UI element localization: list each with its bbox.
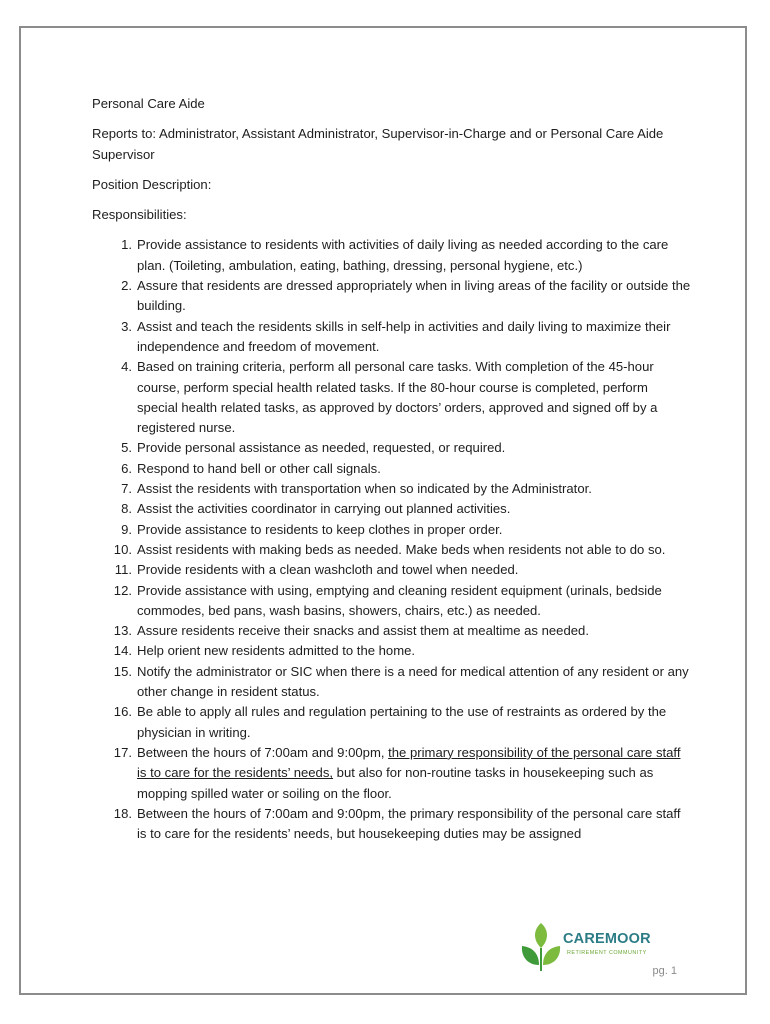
- list-item: 10. Assist residents with making beds as needed. Make beds when residents not able to do so.: [113, 541, 666, 557]
- reports-to: Reports to: Administrator, Assistant Administrator, Supervisor-in-Charge and or Personal Care Aide Supervisor: [92, 126, 664, 162]
- responsibilities-list: [92, 235, 692, 844]
- responsibilities-heading: Responsibilities:: [92, 207, 187, 223]
- list-item: 17. Between the hours of 7:00am and 9:00pm, the primary responsibility of the personal care staff is to care for the residents’ needs, but also for non-routine tasks in housekeeping such as mopping spilled water or soiling on the floor.: [113, 744, 681, 801]
- document-page: [19, 26, 747, 995]
- list-item: 11. Provide residents with a clean washcloth and towel when needed.: [114, 562, 519, 578]
- list-item: 5. Provide personal assistance as needed, requested, or required.: [121, 440, 506, 456]
- page-number: pg. 1: [652, 965, 677, 977]
- list-item: 4. Based on training criteria, perform all personal care tasks. With completion of the 45-hour course, perform special health related tasks. If the 80-hour course is completed, perform special health related tasks, as approved by doctors’ orders, approved and signed off by a registered nurse.: [121, 359, 658, 436]
- list-item: 8. Assist the activities coordinator in carrying out planned activities.: [121, 501, 511, 517]
- job-title: Personal Care Aide: [92, 96, 205, 111]
- list-item: 12. Provide assistance with using, emptying and cleaning resident equipment (urinals, bedside commodes, bed pans, wash basins, showers, chairs, etc.) as needed.: [113, 582, 662, 618]
- list-item: 7. Assist the residents with transportation when so indicated by the Administrator.: [121, 481, 592, 497]
- position-description-label: Position Description:: [92, 176, 212, 192]
- list-item: 14. Help orient new residents admitted to the home.: [113, 643, 416, 659]
- underlined-text: the primary responsibility of the personal care staff is to care for the residents’ needs,: [137, 744, 681, 781]
- list-item: 16. Be able to apply all rules and regulation pertaining to the use of restraints as ordered by the physician in writing.: [113, 704, 667, 740]
- document-body: [92, 94, 692, 844]
- list-item: 2. Assure that residents are dressed appropriately when in living areas of the facility or outside the building.: [121, 278, 691, 314]
- list-item: 1. Provide assistance to residents with activities of daily living as needed according to the care plan. (Toileting, ambulation, eating, bathing, dressing, personal hygiene, etc.): [121, 237, 669, 273]
- logo-tagline: RETIREMENT COMMUNITY: [567, 950, 647, 956]
- logo-name: CAREMOOR: [563, 931, 651, 947]
- list-item: 18. Between the hours of 7:00am and 9:00pm, the primary responsibility of the personal care staff is to care for the residents’ needs, but housekeeping duties may be assigned: [113, 805, 681, 842]
- leaf-icon: [519, 921, 563, 973]
- list-item: 3. Assist and teach the residents skills in self-help in activities and daily living to maximize their independence and freedom of movement.: [121, 318, 671, 354]
- list-item: 9. Provide assistance to residents to keep clothes in proper order.: [121, 521, 503, 537]
- list-item: 6. Respond to hand bell or other call signals.: [121, 460, 381, 476]
- list-item: 15. Notify the administrator or SIC when there is a need for medical attention of any resident or any other change in resident status.: [113, 663, 689, 700]
- list-item: 13. Assure residents receive their snacks and assist them at mealtime as needed.: [113, 623, 589, 639]
- caremoor-logo: [519, 921, 669, 977]
